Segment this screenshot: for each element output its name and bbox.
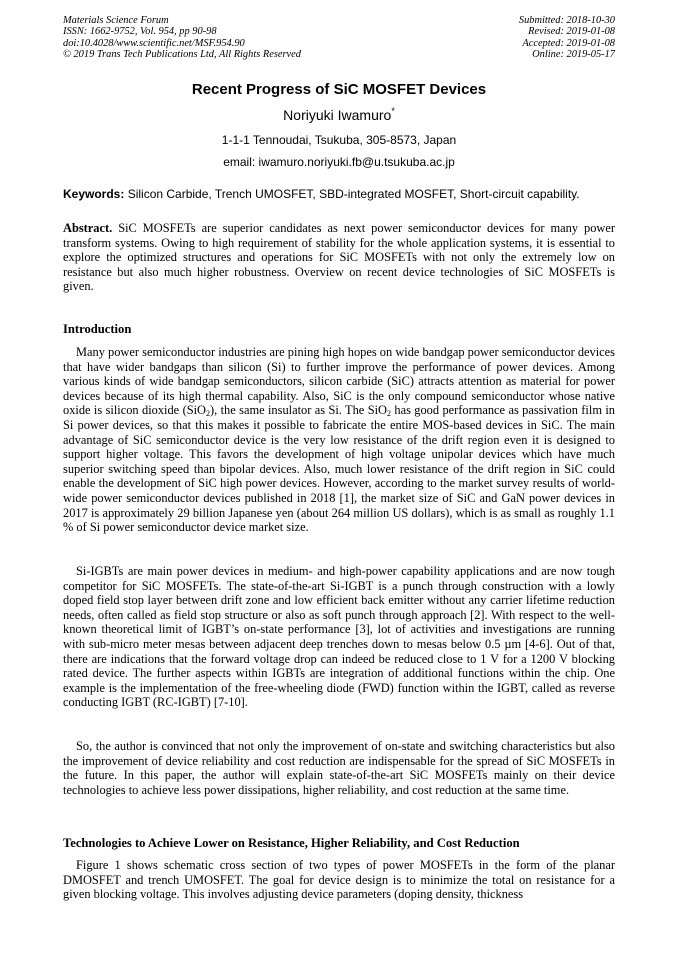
abstract — [63, 221, 615, 294]
paper-title: Recent Progress of SiC MOSFET Devices — [191, 81, 487, 98]
intro-paragraph-1: Many power semiconductor industries are pining high hopes on wide bandgap power semiconductor devices that have wider bandgaps than silicon (Si) to further improve the performance of power devices. Among various kinds of wide bandgap semiconductors, silicon carbide (SiC) attracts attention as material for power devices because of its high thermal capability. Also, SiC is the only compound semiconductor whose native oxide is silicon dioxide (SiO$_2$), the same insulator as Si. The SiO$_2$ has good performance as passivation film in Si power devices, so that this makes it possible to fabricate the entire MOS-based devices in SiC. The main advantage of SiC semiconductor device is the very low resistance of the drift region even it is designed to support higher voltage. This favors the development of high voltage unipolar devices which have much superior switching speed than bipolar devices. Also, much lower resistance of the drift region in SiC could enable the development of SiC high power devices. However, according to the market survey results of world-wide power semiconductor devices published in 2018 [1], the market size of SiC and GaN power devices in 2017 is approximately 29 billion Japanese yen (about 264 million US dollars), which is as small as roughly 1.1 % of Si power semiconductor device market size. — [63, 345, 615, 535]
journal-name: Materials Science Forum — [63, 15, 169, 26]
journal-info — [63, 15, 301, 60]
keywords — [63, 186, 615, 202]
author-name: Noriyuki Iwamuro — [283, 107, 392, 123]
publication-dates — [519, 15, 615, 60]
date-accepted: Accepted: 2019-01-08 — [522, 37, 615, 49]
author-asterisk: * — [391, 106, 395, 116]
abstract-label: Abstract. — [63, 221, 113, 235]
intro-paragraph-2: Si-IGBTs are main power devices in medium- and high-power capability applications and are now tough competitor for SiC MOSFETs. The state-of-the-art Si-IGBT is a punch through construction with a lowly doped field stop layer between drift zone and low efficient back emitter without any carrier lifetime reduction needs, often called as field stop structure or also as soft punch through approach [2]. With respect to the well-known theoretical limit of IGBT’s on-state performance [3], lot of activities and investigations are running with sub-micro meter mesas between adjacent deep trenches down to mesas below 0.5 µm [4-6]. Out of that, there are indications that the forward voltage drop can indeed be reduced close to 1 V for a 1200 V blocking rated device. The further aspects within IGBTs are integration of additional functions within the chip. One example is the implementation of the free-wheeling diode (FWD) function within the IGBT, called as reverse conducting IGBT (RC-IGBT) [7-10]. — [63, 564, 615, 710]
journal-copyright: © 2019 Trans Tech Publications Ltd, All Rights Reserved — [63, 48, 301, 60]
heading-technologies: Technologies to Achieve Lower on Resistance, Higher Reliability, and Cost Reduction — [63, 836, 520, 850]
tech-paragraph-1: Figure 1 shows schematic cross section of two types of power MOSFETs in the form of the planar DMOSFET and trench UMOSFET. The goal for device design is to minimize the total on resistance for a given blocking voltage. This involves adjusting device parameters (doping density, thickness — [63, 858, 615, 902]
date-online: Online: 2019-05-17 — [532, 48, 615, 60]
date-submitted: Submitted: 2018-10-30 — [518, 15, 615, 26]
author-affiliation: 1-1-1 Tennoudai, Tsukuba, 305-8573, Japan — [221, 133, 457, 147]
keywords-text: Silicon Carbide, Trench UMOSFET, SBD-integrated MOSFET, Short-circuit capability. — [124, 187, 580, 201]
keywords-label: Keywords: — [63, 187, 125, 201]
abstract-text: SiC MOSFETs are superior candidates as next power semiconductor devices for many power transform systems. Owing to high requirement of stability for the whole application systems, it is essential to explore the optimized structures and operations for SiC MOSFETs with not only the extremely low on resistance but also much higher robustness. Overview on recent device technologies of SiC MOSFETs is given. — [63, 221, 615, 294]
author-email: email: iwamuro.noriyuki.fb@u.tsukuba.ac.jp — [223, 155, 455, 169]
date-revised: Revised: 2019-01-08 — [528, 26, 615, 38]
journal-doi: doi:10.4028/www.scientific.net/MSF.954.90 — [63, 37, 245, 49]
heading-introduction: Introduction — [63, 322, 132, 336]
author-line — [0, 106, 678, 124]
intro-paragraph-3: So, the author is convinced that not only the improvement of on-state and switching characteristics but also the improvement of device reliability and cost reduction are indispensable for the spread of SiC MOSFETs in the future. In this paper, the author will explain state-of-the-art SiC MOSFETs mainly on their device technologies to achieve less power dissipations, higher reliability, and cost reduction at the same time. — [63, 739, 615, 797]
journal-issn: ISSN: 1662-9752, Vol. 954, pp 90-98 — [63, 26, 217, 38]
